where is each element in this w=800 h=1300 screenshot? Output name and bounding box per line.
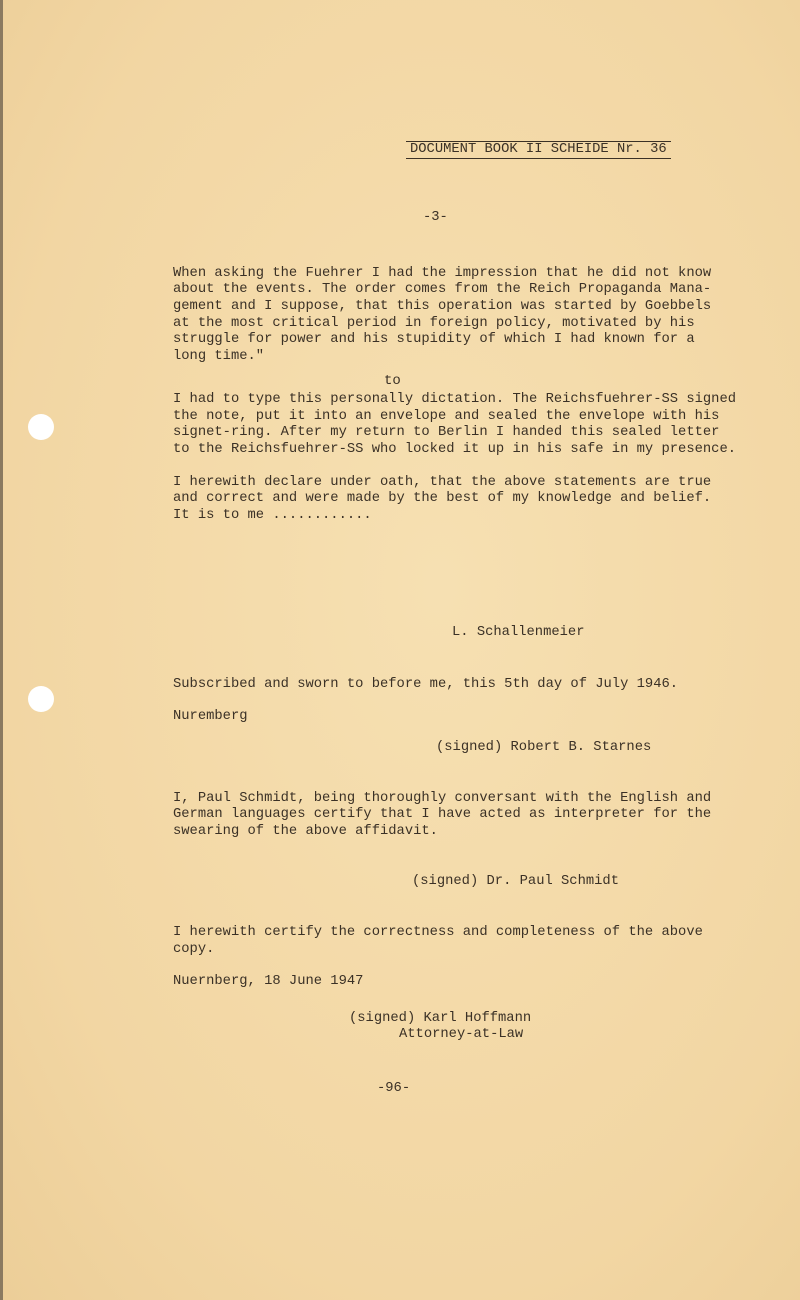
signature-hoffmann-title: Attorney-at-Law [399, 1027, 524, 1042]
text-line: copy. [173, 942, 215, 957]
document-header: DOCUMENT BOOK II SCHEIDE Nr. 36 [406, 141, 671, 159]
text-line: the note, put it into an envelope and sealed the envelope with his [173, 409, 720, 424]
signature-hoffmann: (signed) Karl Hoffmann [349, 1011, 532, 1026]
text-line: It is to me ............ [173, 508, 372, 523]
text-line: signet-ring. After my return to Berlin I handed this sealed letter [173, 425, 720, 440]
punch-hole [28, 686, 54, 712]
text-line: to the Reichsfuehrer-SS who locked it up in his safe in my presence. [173, 442, 737, 457]
text-line: struggle for power and his stupidity of which I had known for a [173, 332, 695, 347]
text-line: and correct and were made by the best of my knowledge and belief. [173, 491, 712, 506]
text-line: I herewith declare under oath, that the above statements are true [173, 475, 712, 490]
text-line: I had to type this personally dictation. The Reichsfuehrer-SS signed [173, 392, 737, 407]
text-line: gement and I suppose, that this operation was started by Goebbels [173, 299, 712, 314]
text-line: about the events. The order comes from the Reich Propaganda Mana- [173, 282, 712, 297]
text-line: German languages certify that I have acted as interpreter for the [173, 807, 712, 822]
signature-schmidt: (signed) Dr. Paul Schmidt [412, 874, 619, 889]
signature-starnes: (signed) Robert B. Starnes [436, 740, 652, 755]
page-edge [0, 0, 3, 1300]
text-line: When asking the Fuehrer I had the impression that he did not know [173, 266, 712, 281]
handwritten-insertion: to [384, 373, 401, 389]
text-line: I herewith certify the correctness and completeness of the above [173, 925, 703, 940]
text-line: long time." [173, 349, 265, 364]
subscribed-line: Subscribed and sworn to before me, this 5th day of July 1946. [173, 677, 679, 692]
text-line: I, Paul Schmidt, being thoroughly conversant with the English and [173, 791, 712, 806]
text-line: swearing of the above affidavit. [173, 824, 438, 839]
place-line: Nuremberg [173, 709, 248, 724]
page-number: -96- [377, 1081, 411, 1096]
page-marker: -3- [423, 210, 448, 225]
punch-hole [28, 414, 54, 440]
text-line: at the most critical period in foreign policy, motivated by his [173, 316, 695, 331]
place-date-line: Nuernberg, 18 June 1947 [173, 974, 364, 989]
signature-schallenmeier: L. Schallenmeier [452, 625, 585, 640]
